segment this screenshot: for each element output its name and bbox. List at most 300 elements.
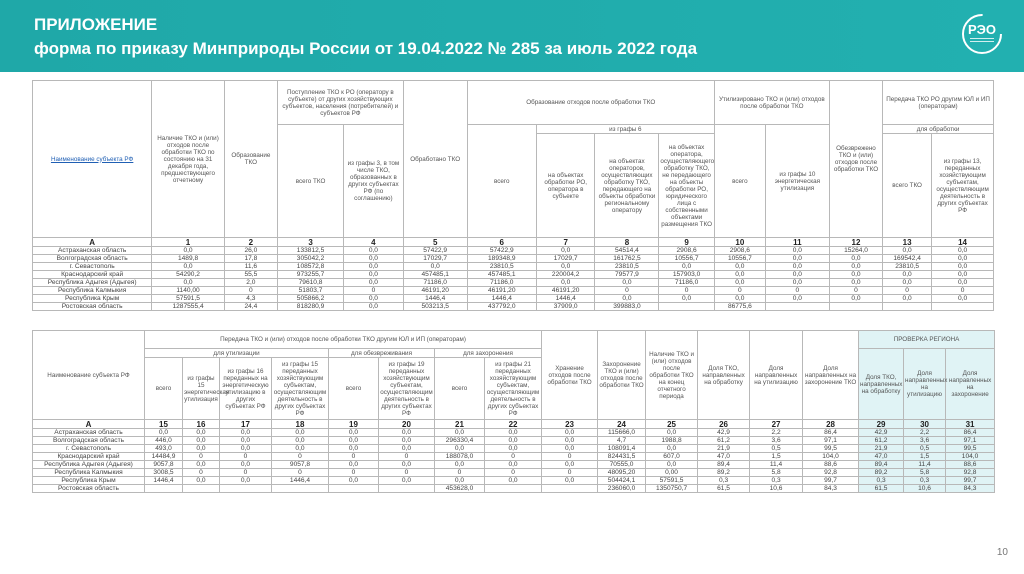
value-cell: 0,0 bbox=[152, 247, 224, 255]
value-cell: 0,0 bbox=[344, 295, 404, 303]
value-cell: 0,5 bbox=[904, 445, 946, 453]
value-cell: 0,0 bbox=[344, 279, 404, 287]
value-cell: 0,0 bbox=[329, 429, 379, 437]
table-row bbox=[33, 303, 994, 311]
colnum: 19 bbox=[329, 420, 379, 429]
header-pered: Передача ТКО РО другим ЮЛ и ИП (операторам) bbox=[883, 81, 994, 125]
region-name-cell: Астраханская область bbox=[33, 247, 152, 255]
value-cell: 0,0 bbox=[220, 429, 272, 437]
value-cell: 0 bbox=[829, 287, 882, 295]
colnum: 8 bbox=[595, 238, 659, 247]
value-cell: 0,0 bbox=[220, 477, 272, 485]
value-cell: 115666,0 bbox=[598, 429, 646, 437]
value-cell: 0,0 bbox=[714, 271, 765, 279]
value-cell: 46191,20 bbox=[403, 287, 467, 295]
value-cell: 0,0 bbox=[435, 477, 485, 485]
value-cell: 0,0 bbox=[344, 303, 404, 311]
header-region: Наименование субъекта РФ bbox=[33, 81, 152, 238]
header2-c22: из графы 21 переданных хозяйствующим субъектам, осуществляющим деятельность в других субъектах РФ bbox=[485, 358, 542, 420]
table-row bbox=[33, 247, 994, 255]
value-cell: 17029,7 bbox=[536, 255, 595, 263]
value-cell: 2,2 bbox=[750, 429, 803, 437]
value-cell: 0,0 bbox=[485, 429, 542, 437]
value-cell: 108572,8 bbox=[278, 263, 344, 271]
value-cell: 437792,0 bbox=[467, 303, 536, 311]
value-cell: 23810,5 bbox=[467, 263, 536, 271]
value-cell: 504424,1 bbox=[598, 477, 646, 485]
value-cell: 1350750,7 bbox=[646, 485, 698, 493]
region-name-cell: Ростовская область bbox=[33, 485, 145, 493]
value-cell: 57422,9 bbox=[403, 247, 467, 255]
value-cell: 79577,9 bbox=[595, 271, 659, 279]
value-cell: 61,2 bbox=[698, 437, 750, 445]
column-numbers-row bbox=[33, 238, 994, 247]
value-cell: 0,0 bbox=[542, 477, 598, 485]
value-cell: 10,6 bbox=[750, 485, 803, 493]
value-cell: 0,0 bbox=[485, 445, 542, 453]
value-cell bbox=[329, 485, 379, 493]
value-cell: 0,0 bbox=[932, 295, 994, 303]
value-cell: 97,1 bbox=[946, 437, 995, 445]
table-row bbox=[33, 453, 995, 461]
table-upper bbox=[32, 80, 994, 311]
value-cell: 0 bbox=[485, 469, 542, 477]
value-cell: 0,0 bbox=[595, 279, 659, 287]
colnum: 28 bbox=[803, 420, 859, 429]
value-cell: 0,0 bbox=[659, 263, 714, 271]
page-subtitle: форма по приказу Минприроды России от 19.04.2022 № 285 за июль 2022 года bbox=[34, 39, 698, 58]
value-cell: 0,0 bbox=[344, 263, 404, 271]
value-cell: 453628,0 bbox=[435, 485, 485, 493]
value-cell bbox=[765, 303, 829, 311]
value-cell: 57591,5 bbox=[646, 477, 698, 485]
value-cell: 11,4 bbox=[904, 461, 946, 469]
region-name-cell: Астраханская область bbox=[33, 429, 145, 437]
region-name-cell: г. Севастополь bbox=[33, 445, 145, 453]
value-cell: 23810,5 bbox=[595, 263, 659, 271]
value-cell: 11,4 bbox=[750, 461, 803, 469]
value-cell: 0,0 bbox=[272, 429, 329, 437]
value-cell: 188078,0 bbox=[435, 453, 485, 461]
table-row bbox=[33, 255, 994, 263]
value-cell: 1446,4 bbox=[403, 295, 467, 303]
value-cell: 0,0 bbox=[829, 271, 882, 279]
colnum: 25 bbox=[646, 420, 698, 429]
colnum: 7 bbox=[536, 238, 595, 247]
colnum: 10 bbox=[714, 238, 765, 247]
value-cell: 973255,7 bbox=[278, 271, 344, 279]
logo-text: РЭО bbox=[968, 22, 997, 37]
value-cell: 71186,0 bbox=[659, 279, 714, 287]
value-cell: 1,5 bbox=[750, 453, 803, 461]
value-cell: 0,0 bbox=[272, 445, 329, 453]
value-cell: 0,0 bbox=[435, 461, 485, 469]
header2-c16: из графы 15 энергетическая утилизация bbox=[183, 358, 220, 420]
colnum: А bbox=[33, 238, 152, 247]
value-cell: 133812,5 bbox=[278, 247, 344, 255]
value-cell: 220004,2 bbox=[536, 271, 595, 279]
colnum: 4 bbox=[344, 238, 404, 247]
colnum: 1 bbox=[152, 238, 224, 247]
header2-c25: Наличие ТКО и (или) отходов после обработки ТКО на конец отчетного периода bbox=[646, 331, 698, 420]
value-cell bbox=[932, 303, 994, 311]
value-cell: 89,4 bbox=[859, 461, 904, 469]
region-name-cell: Республика Крым bbox=[33, 477, 145, 485]
value-cell: 0,0 bbox=[145, 429, 183, 437]
value-cell: 10556,7 bbox=[714, 255, 765, 263]
value-cell: 42,9 bbox=[859, 429, 904, 437]
table-row bbox=[33, 271, 994, 279]
colnum: 24 bbox=[598, 420, 646, 429]
value-cell: 1140,00 bbox=[152, 287, 224, 295]
value-cell: 89,4 bbox=[698, 461, 750, 469]
region-name-cell: Краснодарский край bbox=[33, 453, 145, 461]
colnum: 18 bbox=[272, 420, 329, 429]
region-name-cell: Ростовская область bbox=[33, 303, 152, 311]
value-cell: 104,0 bbox=[803, 453, 859, 461]
value-cell: 21,9 bbox=[698, 445, 750, 453]
value-cell: 1287555,4 bbox=[152, 303, 224, 311]
colnum: 17 bbox=[220, 420, 272, 429]
value-cell: 0,0 bbox=[435, 445, 485, 453]
value-cell bbox=[183, 485, 220, 493]
header2-c30: Доля направленных на утилизацию bbox=[904, 349, 946, 420]
page-number: 10 bbox=[996, 547, 1008, 558]
value-cell bbox=[145, 485, 183, 493]
value-cell: 0,5 bbox=[750, 445, 803, 453]
value-cell: 84,3 bbox=[946, 485, 995, 493]
value-cell: 0 bbox=[379, 469, 435, 477]
value-cell: 0 bbox=[542, 469, 598, 477]
value-cell: 71186,0 bbox=[403, 279, 467, 287]
value-cell: 0 bbox=[220, 469, 272, 477]
value-cell: 104,0 bbox=[946, 453, 995, 461]
value-cell: 5,8 bbox=[904, 469, 946, 477]
value-cell: 493,0 bbox=[145, 445, 183, 453]
page-title: ПРИЛОЖЕНИЕ bbox=[34, 15, 158, 34]
table-row bbox=[33, 429, 995, 437]
value-cell: 108091,4 bbox=[598, 445, 646, 453]
header2-c27: Доля направленных на утилизацию bbox=[750, 331, 803, 420]
value-cell: 2908,6 bbox=[714, 247, 765, 255]
value-cell: 0,3 bbox=[698, 477, 750, 485]
colnum: 27 bbox=[750, 420, 803, 429]
value-cell: 99,7 bbox=[803, 477, 859, 485]
value-cell: 0 bbox=[379, 453, 435, 461]
value-cell: 0,0 bbox=[329, 445, 379, 453]
value-cell: 86775,6 bbox=[714, 303, 765, 311]
value-cell: 46191,20 bbox=[467, 287, 536, 295]
value-cell: 61,5 bbox=[698, 485, 750, 493]
header2-c21: всего bbox=[435, 358, 485, 420]
header-obraz: Образование отходов после обработки ТКО bbox=[467, 81, 714, 125]
value-cell: 503213,5 bbox=[403, 303, 467, 311]
table-row bbox=[33, 437, 995, 445]
value-cell: 0,0 bbox=[379, 429, 435, 437]
value-cell: 296330,4 bbox=[435, 437, 485, 445]
value-cell: 5,8 bbox=[750, 469, 803, 477]
value-cell: 399883,0 bbox=[595, 303, 659, 311]
value-cell: 0,0 bbox=[714, 295, 765, 303]
value-cell: 0,0 bbox=[485, 461, 542, 469]
table-row bbox=[33, 469, 995, 477]
value-cell: 57422,9 bbox=[467, 247, 536, 255]
header2-check: ПРОВЕРКА РЕГИОНА bbox=[859, 331, 995, 349]
header-postup: Поступление ТКО к РО (оператору в субъекте) от других хозяйствующих субъектов, населения (потребителей) и субъектов РФ bbox=[278, 81, 404, 125]
region-name-cell: Республика Адыгея (Адыгея) bbox=[33, 461, 145, 469]
value-cell: 0 bbox=[183, 469, 220, 477]
value-cell: 0,0 bbox=[765, 295, 829, 303]
value-cell bbox=[542, 485, 598, 493]
table-row bbox=[33, 461, 995, 469]
value-cell: 0,0 bbox=[932, 279, 994, 287]
value-cell: 46191,20 bbox=[536, 287, 595, 295]
value-cell: 9057,8 bbox=[272, 461, 329, 469]
header-c11: из графы 10 энергетическая утилизация bbox=[765, 125, 829, 238]
value-cell: 236060,0 bbox=[598, 485, 646, 493]
value-cell: 2908,6 bbox=[659, 247, 714, 255]
value-cell: 86,4 bbox=[803, 429, 859, 437]
value-cell: 457485,1 bbox=[403, 271, 467, 279]
value-cell: 0 bbox=[272, 453, 329, 461]
value-cell: 0 bbox=[435, 469, 485, 477]
header-c10: всего bbox=[714, 125, 765, 238]
value-cell: 0,0 bbox=[536, 247, 595, 255]
header-c3: всего ТКО bbox=[278, 125, 344, 238]
value-cell: 51803,7 bbox=[278, 287, 344, 295]
value-cell: 0,0 bbox=[659, 295, 714, 303]
colnum: 6 bbox=[467, 238, 536, 247]
value-cell: 17,8 bbox=[224, 255, 277, 263]
colnum: 31 bbox=[946, 420, 995, 429]
region-name-cell: Республика Крым bbox=[33, 295, 152, 303]
value-cell: 0 bbox=[329, 469, 379, 477]
colnum: А bbox=[33, 420, 145, 429]
header2-c20: из графы 19 переданных хозяйствующим субъектам, осуществляющим деятельность в других субъектах РФ bbox=[379, 358, 435, 420]
value-cell: 0,0 bbox=[536, 263, 595, 271]
table-row bbox=[33, 477, 995, 485]
value-cell: 48095,20 bbox=[598, 469, 646, 477]
value-cell: 0,0 bbox=[883, 279, 932, 287]
logo-lines bbox=[970, 38, 994, 46]
column-numbers-row-2 bbox=[33, 420, 995, 429]
value-cell: 0,0 bbox=[932, 255, 994, 263]
value-cell: 0,0 bbox=[220, 445, 272, 453]
value-cell: 0,0 bbox=[714, 279, 765, 287]
header-c7: на объектах обработки РО, оператора в субъекте bbox=[536, 134, 595, 238]
value-cell: 42,9 bbox=[698, 429, 750, 437]
value-cell: 0,0 bbox=[183, 461, 220, 469]
value-cell: 89,2 bbox=[859, 469, 904, 477]
value-cell: 9057,8 bbox=[145, 461, 183, 469]
value-cell: 3,6 bbox=[904, 437, 946, 445]
value-cell: 0,0 bbox=[765, 271, 829, 279]
value-cell: 0,0 bbox=[883, 271, 932, 279]
value-cell: 0,0 bbox=[646, 461, 698, 469]
value-cell: 0,3 bbox=[750, 477, 803, 485]
value-cell: 0,0 bbox=[765, 255, 829, 263]
header2-c31: Доля направленных на захоронение bbox=[946, 349, 995, 420]
value-cell: 0,0 bbox=[714, 263, 765, 271]
value-cell: 0,0 bbox=[646, 445, 698, 453]
value-cell: 0,0 bbox=[183, 445, 220, 453]
value-cell: 37909,0 bbox=[536, 303, 595, 311]
value-cell: 88,6 bbox=[946, 461, 995, 469]
header-c6: всего bbox=[467, 125, 536, 238]
colnum: 16 bbox=[183, 420, 220, 429]
value-cell bbox=[220, 485, 272, 493]
value-cell: 0 bbox=[765, 287, 829, 295]
header-c12: Обезврежено ТКО и (или) отходов после обработки ТКО bbox=[829, 81, 882, 238]
value-cell: 0 bbox=[714, 287, 765, 295]
header-c4: из графы 3, в том числе ТКО, образованных в других субъектах РФ (по соглашению) bbox=[344, 125, 404, 238]
header2-c24: Захоронение ТКО и (или) отходов после обработки ТКО bbox=[598, 331, 646, 420]
value-cell: 92,8 bbox=[803, 469, 859, 477]
value-cell: 0 bbox=[329, 453, 379, 461]
value-cell: 0,0 bbox=[152, 279, 224, 287]
colnum: 29 bbox=[859, 420, 904, 429]
value-cell bbox=[485, 485, 542, 493]
region-name-cell: Республика Калмыкия bbox=[33, 469, 145, 477]
value-cell: 99,7 bbox=[946, 477, 995, 485]
value-cell: 0,0 bbox=[932, 263, 994, 271]
colnum: 2 bbox=[224, 238, 277, 247]
value-cell: 0,0 bbox=[329, 437, 379, 445]
header2-c15: всего bbox=[145, 358, 183, 420]
value-cell bbox=[659, 303, 714, 311]
value-cell: 54290,2 bbox=[152, 271, 224, 279]
value-cell: 0,0 bbox=[765, 247, 829, 255]
value-cell: 0,0 bbox=[220, 461, 272, 469]
value-cell: 61,5 bbox=[859, 485, 904, 493]
value-cell: 0,0 bbox=[829, 279, 882, 287]
colnum: 11 bbox=[765, 238, 829, 247]
colnum: 14 bbox=[932, 238, 994, 247]
colnum: 23 bbox=[542, 420, 598, 429]
value-cell: 0,0 bbox=[883, 295, 932, 303]
header-c9: на объектах оператора, осуществляющего обработку ТКО, не передающего на объекты обработки РО, юридического лица с собственными объектами размещения ТКО bbox=[659, 134, 714, 238]
value-cell bbox=[883, 303, 932, 311]
value-cell: 97,1 bbox=[803, 437, 859, 445]
colnum: 3 bbox=[278, 238, 344, 247]
value-cell: 0,0 bbox=[272, 437, 329, 445]
header2-util: для утилизации bbox=[145, 349, 329, 358]
value-cell: 305042,2 bbox=[278, 255, 344, 263]
value-cell: 0,0 bbox=[932, 247, 994, 255]
value-cell: 10556,7 bbox=[659, 255, 714, 263]
table-row bbox=[33, 263, 994, 271]
value-cell: 0,0 bbox=[379, 477, 435, 485]
colnum: 15 bbox=[145, 420, 183, 429]
header2-pered: Передача ТКО и (или) отходов после обработки ТКО другим ЮЛ и ИП (операторам) bbox=[145, 331, 542, 349]
table-lower bbox=[32, 330, 995, 493]
value-cell: 1446,4 bbox=[467, 295, 536, 303]
value-cell: 0,0 bbox=[542, 461, 598, 469]
value-cell: 0,0 bbox=[765, 279, 829, 287]
value-cell: 26,0 bbox=[224, 247, 277, 255]
value-cell: 89,2 bbox=[698, 469, 750, 477]
value-cell: 607,0 bbox=[646, 453, 698, 461]
value-cell: 0 bbox=[542, 453, 598, 461]
value-cell: 0,0 bbox=[183, 429, 220, 437]
value-cell: 1446,4 bbox=[272, 477, 329, 485]
value-cell: 0,0 bbox=[765, 263, 829, 271]
value-cell: 0,0 bbox=[329, 477, 379, 485]
value-cell: 446,0 bbox=[145, 437, 183, 445]
value-cell: 0,0 bbox=[542, 445, 598, 453]
value-cell: 0 bbox=[344, 287, 404, 295]
value-cell: 1489,8 bbox=[152, 255, 224, 263]
value-cell: 14484,9 bbox=[145, 453, 183, 461]
value-cell: 0,0 bbox=[595, 295, 659, 303]
table-row bbox=[33, 295, 994, 303]
header2-c19: всего bbox=[329, 358, 379, 420]
header2-c28: Доля направленных на захоронение ТКО bbox=[803, 331, 859, 420]
value-cell: 1446,4 bbox=[536, 295, 595, 303]
value-cell: 0 bbox=[485, 453, 542, 461]
header2-region: Наименование субъекта РФ bbox=[33, 331, 145, 420]
value-cell: 47,0 bbox=[698, 453, 750, 461]
value-cell: 0,0 bbox=[932, 271, 994, 279]
value-cell: 0,0 bbox=[344, 247, 404, 255]
value-cell: 4,3 bbox=[224, 295, 277, 303]
value-cell: 0,0 bbox=[883, 247, 932, 255]
value-cell: 55,5 bbox=[224, 271, 277, 279]
value-cell: 0,3 bbox=[904, 477, 946, 485]
value-cell: 0 bbox=[183, 453, 220, 461]
value-cell: 0,0 bbox=[183, 437, 220, 445]
value-cell: 0,0 bbox=[646, 429, 698, 437]
value-cell: 0 bbox=[224, 287, 277, 295]
value-cell: 23810,5 bbox=[883, 263, 932, 271]
value-cell: 189348,9 bbox=[467, 255, 536, 263]
value-cell: 0 bbox=[272, 469, 329, 477]
table-row bbox=[33, 485, 995, 493]
value-cell: 21,9 bbox=[859, 445, 904, 453]
value-cell: 0,3 bbox=[859, 477, 904, 485]
colnum: 12 bbox=[829, 238, 882, 247]
value-cell: 818280,9 bbox=[278, 303, 344, 311]
value-cell: 70555,0 bbox=[598, 461, 646, 469]
value-cell: 0,0 bbox=[829, 295, 882, 303]
colnum: 13 bbox=[883, 238, 932, 247]
reo-logo bbox=[960, 12, 1004, 56]
value-cell: 61,2 bbox=[859, 437, 904, 445]
header2-obezv: для обезвреживания bbox=[329, 349, 435, 358]
value-cell: 57591,5 bbox=[152, 295, 224, 303]
value-cell: 161762,5 bbox=[595, 255, 659, 263]
header-c8: на объектах операторов, осуществляющих обработку ТКО, передающего на объекты обработки региональному оператору bbox=[595, 134, 659, 238]
value-cell bbox=[829, 303, 882, 311]
value-cell: 99,5 bbox=[946, 445, 995, 453]
value-cell: 4,7 bbox=[598, 437, 646, 445]
colnum: 26 bbox=[698, 420, 750, 429]
value-cell: 0,0 bbox=[829, 263, 882, 271]
colnum: 22 bbox=[485, 420, 542, 429]
table-row bbox=[33, 287, 994, 295]
value-cell: 71186,0 bbox=[467, 279, 536, 287]
value-cell: 0 bbox=[220, 453, 272, 461]
region-name-cell: Краснодарский край bbox=[33, 271, 152, 279]
table-row bbox=[33, 279, 994, 287]
value-cell: 0 bbox=[595, 287, 659, 295]
header2-c18: из графы 15 переданных хозяйствующим субъектам, осуществляющим деятельность в других субъектах РФ bbox=[272, 358, 329, 420]
value-cell: 457485,1 bbox=[467, 271, 536, 279]
header-c13: всего ТКО bbox=[883, 134, 932, 238]
value-cell: 17029,7 bbox=[403, 255, 467, 263]
value-cell: 0,0 bbox=[183, 477, 220, 485]
value-cell: 92,8 bbox=[946, 469, 995, 477]
